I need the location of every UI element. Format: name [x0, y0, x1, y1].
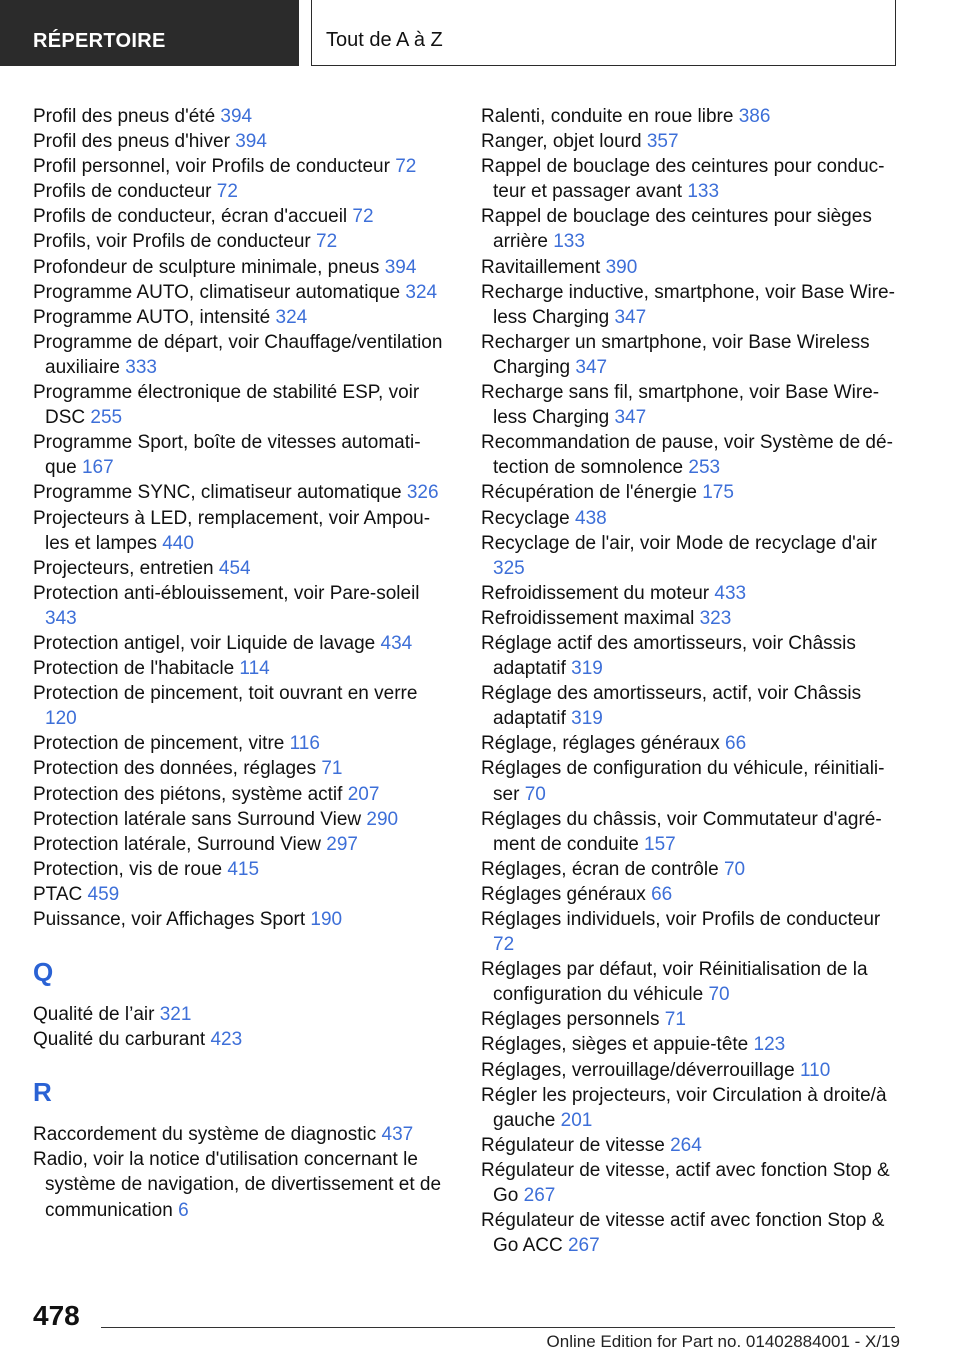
index-term: Profils de conducteur, écran d'accueil — [33, 206, 353, 228]
index-entry — [481, 1208, 901, 1258]
page-reference-link[interactable]: 201 — [560, 1109, 593, 1131]
index-term: Projecteurs, entretien — [33, 557, 219, 579]
index-term: Recyclage de l'air, voir Mode de recyclage d'air — [481, 532, 877, 554]
index-entry — [481, 430, 901, 480]
index-term: Réglages, écran de contrôle — [481, 858, 724, 880]
index-entry — [481, 1133, 901, 1158]
index-term: Recharge inductive, smartphone, voir Base Wireless Charging — [481, 281, 895, 328]
page-reference-link[interactable]: 167 — [81, 457, 114, 479]
index-term: Protection antigel, voir Liquide de lavage — [33, 632, 381, 654]
page-reference-link[interactable]: 423 — [210, 1029, 243, 1051]
page-reference-link[interactable]: 71 — [664, 1009, 686, 1031]
page-reference-link[interactable]: 175 — [702, 482, 734, 504]
index-entry — [33, 506, 445, 556]
page-reference-link[interactable]: 253 — [688, 457, 721, 479]
index-term: Ravitaillement — [481, 256, 606, 278]
index-entry — [33, 1147, 445, 1222]
index-term: Protection des données, réglages — [33, 758, 322, 780]
page-reference-link[interactable]: 133 — [553, 231, 585, 253]
index-term: Profils, voir Profils de conducteur — [33, 231, 317, 253]
index-entry — [481, 129, 901, 154]
index-entry — [33, 305, 445, 330]
page-reference-link[interactable]: 319 — [571, 658, 603, 680]
index-entry — [33, 907, 445, 932]
index-entry — [33, 556, 445, 581]
index-entry — [33, 832, 445, 857]
index-term: Programme AUTO, climatiseur automatique — [33, 281, 406, 303]
index-entry — [481, 1032, 901, 1057]
index-entry — [33, 681, 445, 731]
index-term: Réglages, sièges et appuie-tête — [481, 1034, 754, 1056]
page-reference-link[interactable]: 72 — [352, 206, 374, 228]
index-term: Profil des pneus d'hiver — [33, 131, 236, 153]
index-term: Réglages, verrouillage/déverrouillage — [481, 1059, 800, 1081]
page-reference-link[interactable]: 347 — [614, 306, 647, 328]
index-term: Protection latérale sans Surround View — [33, 808, 367, 830]
index-entry — [481, 907, 901, 957]
page-reference-link[interactable]: 264 — [670, 1134, 702, 1156]
index-term: Recharge sans fil, smartphone, voir Base Wireless Charging — [481, 382, 880, 429]
index-term: Qualité du carburant — [33, 1029, 211, 1051]
page-reference-link[interactable]: 440 — [162, 532, 194, 554]
page-reference-link[interactable]: 454 — [218, 557, 251, 579]
index-term: Programme électronique de stabilité ESP, voir DSC — [33, 382, 420, 429]
index-term: Ranger, objet lourd — [481, 131, 647, 153]
page-reference-link[interactable]: 207 — [347, 783, 380, 805]
index-term: Régulateur de vitesse actif avec fonction Stop & Go ACC — [481, 1210, 885, 1257]
index-term: Raccordement du système de diagnostic — [33, 1124, 382, 1146]
index-entry — [33, 380, 445, 430]
index-entry — [481, 756, 901, 806]
index-entry — [33, 229, 445, 254]
page-reference-link[interactable]: 394 — [235, 131, 267, 153]
index-entry — [481, 882, 901, 907]
index-column-left — [33, 104, 445, 1223]
page-reference-link[interactable]: 255 — [90, 407, 123, 429]
page-reference-link[interactable]: 157 — [644, 833, 676, 855]
page-reference-link[interactable]: 110 — [799, 1059, 831, 1081]
index-term: Profils de conducteur — [33, 181, 217, 203]
page-reference-link[interactable]: 116 — [289, 733, 320, 755]
index-entry — [481, 857, 901, 882]
page-reference-link[interactable]: 72 — [216, 181, 238, 203]
page-reference-link[interactable]: 66 — [651, 883, 673, 905]
index-term: Recyclage — [481, 507, 575, 529]
index-term: Rappel de bouclage des ceintures pour sièges arrière — [481, 206, 872, 253]
index-term: Réglages par défaut, voir Réinitialisation de la configuration du véhicule — [481, 959, 868, 1006]
index-entry — [481, 631, 901, 681]
index-entry — [33, 782, 445, 807]
index-entry — [481, 1158, 901, 1208]
page-reference-link[interactable]: 71 — [321, 758, 343, 780]
index-term: Protection, vis de roue — [33, 858, 228, 880]
page-reference-link[interactable]: 133 — [687, 181, 720, 203]
index-entry — [481, 957, 901, 1007]
index-entry — [33, 731, 445, 756]
index-term: Protection anti-éblouissement, voir Pare-soleil — [33, 582, 420, 604]
page-reference-link[interactable]: 357 — [646, 131, 679, 153]
page-reference-link[interactable]: 459 — [87, 883, 120, 905]
page-reference-link[interactable]: 433 — [714, 582, 747, 604]
index-term: Réglages personnels — [481, 1009, 665, 1031]
index-entry — [33, 154, 445, 179]
page-reference-link[interactable]: 70 — [708, 984, 730, 1006]
index-entry — [481, 606, 901, 631]
index-entry — [33, 430, 445, 480]
page-reference-link[interactable]: 290 — [366, 808, 399, 830]
page-reference-link[interactable]: 326 — [406, 482, 439, 504]
index-term: Régler les projecteurs, voir Circulation à droite/à gauche — [481, 1084, 887, 1131]
section-letter-heading: R — [33, 1077, 52, 1108]
page-reference-link[interactable]: 72 — [395, 156, 417, 178]
index-term: Puissance, voir Affichages Sport — [33, 909, 311, 930]
page-reference-link[interactable]: 123 — [753, 1034, 786, 1056]
page-reference-link[interactable]: 297 — [326, 833, 358, 855]
index-entry — [481, 731, 901, 756]
index-entry — [33, 179, 445, 204]
index-term: Rappel de bouclage des ceintures pour conducteur et passager avant — [481, 156, 885, 203]
index-term: Protection de l'habitacle — [33, 658, 240, 680]
index-entry — [481, 255, 901, 280]
page-reference-link[interactable]: 324 — [275, 306, 308, 328]
index-term: Protection latérale, Surround View — [33, 833, 327, 855]
index-entry — [481, 480, 901, 505]
index-entry — [33, 280, 445, 305]
index-entry — [33, 857, 445, 882]
page-reference-link[interactable]: 6 — [178, 1199, 189, 1221]
index-entry — [33, 756, 445, 781]
index-entry — [481, 154, 901, 204]
index-term: Réglage, réglages généraux — [481, 733, 726, 755]
page-reference-link[interactable]: 437 — [381, 1124, 414, 1146]
page-reference-link[interactable]: 267 — [567, 1235, 600, 1257]
section-label: RÉPERTOIRE — [33, 30, 166, 52]
page-reference-link[interactable]: 72 — [316, 231, 338, 253]
index-term: Réglages individuels, voir Profils de conducteur — [481, 909, 881, 930]
section-tab — [0, 0, 299, 66]
index-term: Réglage actif des amortisseurs, voir Châssis adaptatif — [481, 632, 856, 680]
index-entry — [481, 581, 901, 606]
section-letter-heading: Q — [33, 957, 54, 988]
index-entry — [33, 255, 445, 280]
index-entry — [481, 807, 901, 857]
index-entry — [481, 104, 901, 129]
index-term: Recharger un smartphone, voir Base Wireless Charging — [481, 331, 870, 378]
page-header — [0, 0, 960, 66]
index-entry — [481, 531, 901, 581]
page-reference-link[interactable]: 347 — [575, 356, 608, 378]
subtitle-label: Tout de A à Z — [326, 29, 443, 51]
page-reference-link[interactable]: 120 — [45, 708, 77, 730]
page-reference-link[interactable]: 190 — [310, 909, 343, 930]
index-term: Protection de pincement, vitre — [33, 733, 290, 755]
index-entry — [33, 631, 445, 656]
index-entry — [481, 681, 901, 731]
index-entry — [481, 1058, 901, 1083]
index-entry — [33, 1122, 445, 1147]
index-entry — [33, 480, 445, 505]
page-reference-link[interactable]: 394 — [220, 106, 253, 127]
index-entry — [33, 581, 445, 631]
index-term: Profil des pneus d'été — [33, 106, 221, 127]
index-term: Profondeur de sculpture minimale, pneus — [33, 256, 385, 278]
page-reference-link[interactable]: 333 — [125, 356, 157, 378]
index-term: Projecteurs à LED, remplacement, voir Ampoules et lampes — [33, 507, 431, 554]
edition-footer: Online Edition for Part no. 01402884001 - X/19 — [546, 1332, 900, 1351]
page-reference-link[interactable]: 438 — [575, 507, 607, 529]
page-reference-link[interactable]: 343 — [45, 607, 77, 629]
page-reference-link[interactable]: 386 — [738, 106, 771, 127]
index-entry — [481, 506, 901, 531]
index-entry — [33, 104, 445, 129]
footer-divider — [101, 1327, 895, 1328]
index-term: Refroidissement du moteur — [481, 582, 715, 604]
index-term: Recommandation de pause, voir Système de détection de somnolence — [481, 432, 893, 479]
index-entry — [33, 129, 445, 154]
page-reference-link[interactable]: 267 — [523, 1185, 556, 1207]
index-entry — [481, 380, 901, 430]
page-reference-link[interactable]: 72 — [493, 934, 515, 956]
index-term: Protection des piétons, système actif — [33, 783, 348, 805]
index-column-right — [481, 104, 901, 1258]
index-term: Radio, voir la notice d'utilisation concernant le système de navigation, de divertissement et de communication — [33, 1149, 442, 1221]
index-term: Programme SYNC, climatiseur automatique — [33, 482, 407, 504]
index-entry — [481, 204, 901, 254]
index-term: Profil personnel, voir Profils de conducteur — [33, 156, 396, 178]
page-reference-link[interactable]: 394 — [384, 256, 417, 278]
page-reference-link[interactable]: 319 — [571, 708, 603, 730]
index-entry — [33, 882, 445, 907]
index-entry — [33, 330, 445, 380]
page-reference-link[interactable]: 70 — [524, 783, 546, 805]
index-entry — [33, 807, 445, 832]
page-reference-link[interactable]: 70 — [723, 858, 746, 880]
index-term: Réglages généraux — [481, 883, 652, 905]
page-reference-link[interactable]: 66 — [725, 733, 747, 755]
index-entry — [33, 1027, 445, 1052]
index-term: Protection de pincement, toit ouvrant en verre — [33, 683, 418, 705]
index-term: PTAC — [33, 883, 88, 905]
index-term: Réglages du châssis, voir Commutateur d'agrément de conduite — [481, 808, 882, 855]
index-term: Régulateur de vitesse, actif avec fonction Stop & Go — [481, 1159, 890, 1207]
index-entry — [481, 1083, 901, 1133]
page-reference-link[interactable]: 114 — [239, 658, 270, 680]
index-term: Réglages de configuration du véhicule, réinitialiser — [481, 758, 885, 805]
index-term: Ralenti, conduite en roue libre — [481, 106, 739, 127]
index-term: Programme AUTO, intensité — [33, 306, 276, 328]
page-reference-link[interactable]: 434 — [380, 632, 413, 654]
index-entry — [481, 330, 901, 380]
page-reference-link[interactable]: 321 — [159, 1004, 192, 1026]
index-term: Réglage des amortisseurs, actif, voir Châssis adaptatif — [481, 683, 862, 730]
page-reference-link[interactable]: 324 — [405, 281, 438, 303]
index-entry — [33, 204, 445, 229]
page-reference-link[interactable]: 323 — [699, 607, 732, 629]
index-term: Programme de départ, voir Chauffage/ventilation auxiliaire — [33, 331, 443, 378]
index-term: Qualité de l’air — [33, 1004, 160, 1026]
index-entry — [481, 280, 901, 330]
page-number: 478 — [33, 1300, 80, 1331]
page-reference-link[interactable]: 347 — [614, 407, 647, 429]
index-entry — [481, 1007, 901, 1032]
index-term: Programme Sport, boîte de vitesses automatique — [33, 432, 421, 479]
index-term: Récupération de l'énergie — [481, 482, 703, 504]
page-reference-link[interactable]: 390 — [605, 256, 638, 278]
index-entry — [33, 656, 445, 681]
subtitle-tab — [311, 0, 896, 66]
page-reference-link[interactable]: 415 — [227, 858, 260, 880]
page-reference-link[interactable]: 325 — [493, 557, 525, 579]
index-entry — [33, 1002, 445, 1027]
index-term: Refroidissement maximal — [481, 607, 700, 629]
index-term: Régulateur de vitesse — [481, 1134, 671, 1156]
